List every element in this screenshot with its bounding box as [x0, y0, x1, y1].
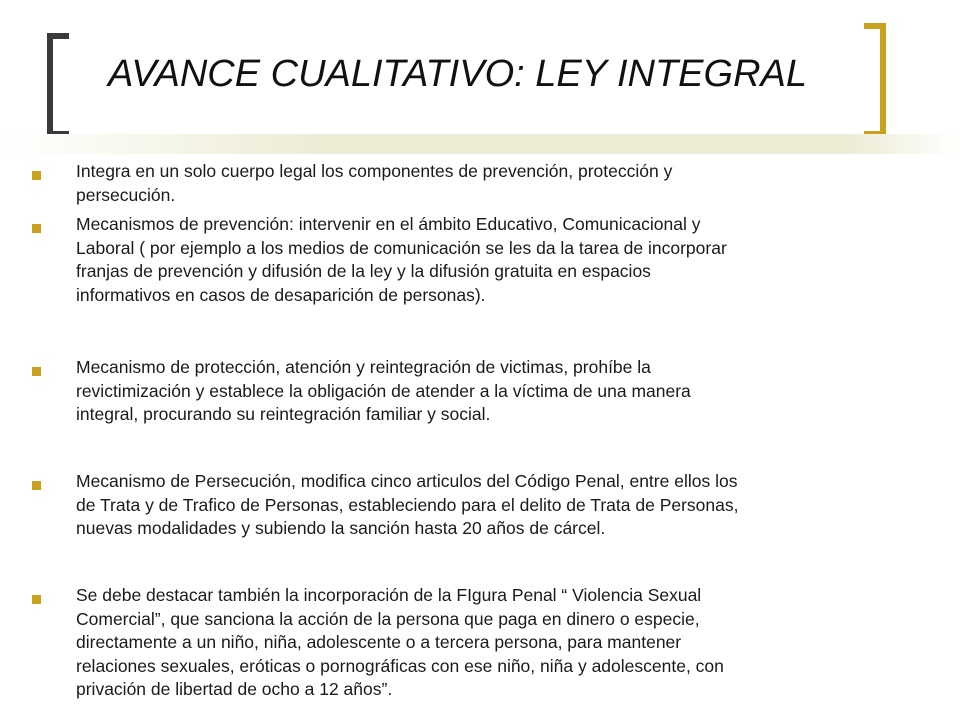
- right-bracket-decoration: [864, 23, 886, 137]
- bullet-line: Comercial”, que sanciona la acción de la persona que paga en dinero o especie,: [76, 608, 700, 629]
- bullet-line: revictimización y establece la obligación de atender a la víctima de una manera: [76, 380, 691, 401]
- bullet-line: relaciones sexuales, eróticas o pornográficas con ese niño, niña y adolescente, con: [76, 655, 724, 676]
- bullet-line: integral, procurando su reintegración familiar y social.: [76, 404, 491, 424]
- bullet-text: [76, 470, 896, 541]
- bullet-line: de Trata y de Trafico de Personas, estableciendo para el delito de Trata de Personas,: [76, 494, 739, 515]
- bullet-line: directamente a un niño, niña, adolescente o a tercera persona, para mantener: [76, 632, 682, 652]
- bullet-marker: [32, 481, 41, 490]
- title-underline-band: [0, 134, 960, 154]
- bullet-text: [76, 160, 896, 207]
- bullet-text: [76, 584, 896, 702]
- bullet-line: informativos en casos de desaparición de personas).: [76, 284, 486, 305]
- bullet-marker: [32, 595, 41, 604]
- bullet-text: [76, 213, 896, 307]
- bullet-marker: [32, 171, 41, 180]
- bullet-line: Laboral ( por ejemplo a los medios de comunicación se les da la tarea de incorporar: [76, 237, 727, 258]
- bullet-line: Mecanismo de protección, atención y reintegración de victimas, prohíbe la: [76, 357, 651, 377]
- slide-title: AVANCE CUALITATIVO: LEY INTEGRAL: [108, 53, 807, 95]
- bullet-text: [76, 356, 896, 427]
- bullet-marker: [32, 367, 41, 376]
- left-bracket-decoration: [47, 33, 69, 137]
- bullet-line: Se debe destacar también la incorporación de la FIgura Penal “ Violencia Sexual: [76, 585, 702, 605]
- bullet-line: Mecanismos de prevención: intervenir en el ámbito Educativo, Comunicacional y: [76, 214, 701, 234]
- bullet-marker: [32, 224, 41, 233]
- bullet-line: franjas de prevención y difusión de la ley y la difusión gratuita en espacios: [76, 261, 651, 281]
- bullet-line: Integra en un solo cuerpo legal los componentes de prevención, protección y: [76, 161, 673, 181]
- bullet-line: nuevas modalidades y subiendo la sanción hasta 20 años de cárcel.: [76, 518, 606, 538]
- bullet-line: Mecanismo de Persecución, modifica cinco articulos del Código Penal, entre ellos los: [76, 471, 738, 491]
- bullet-line: privación de libertad de ocho a 12 años”.: [76, 679, 393, 699]
- bullet-line: persecución.: [76, 184, 176, 205]
